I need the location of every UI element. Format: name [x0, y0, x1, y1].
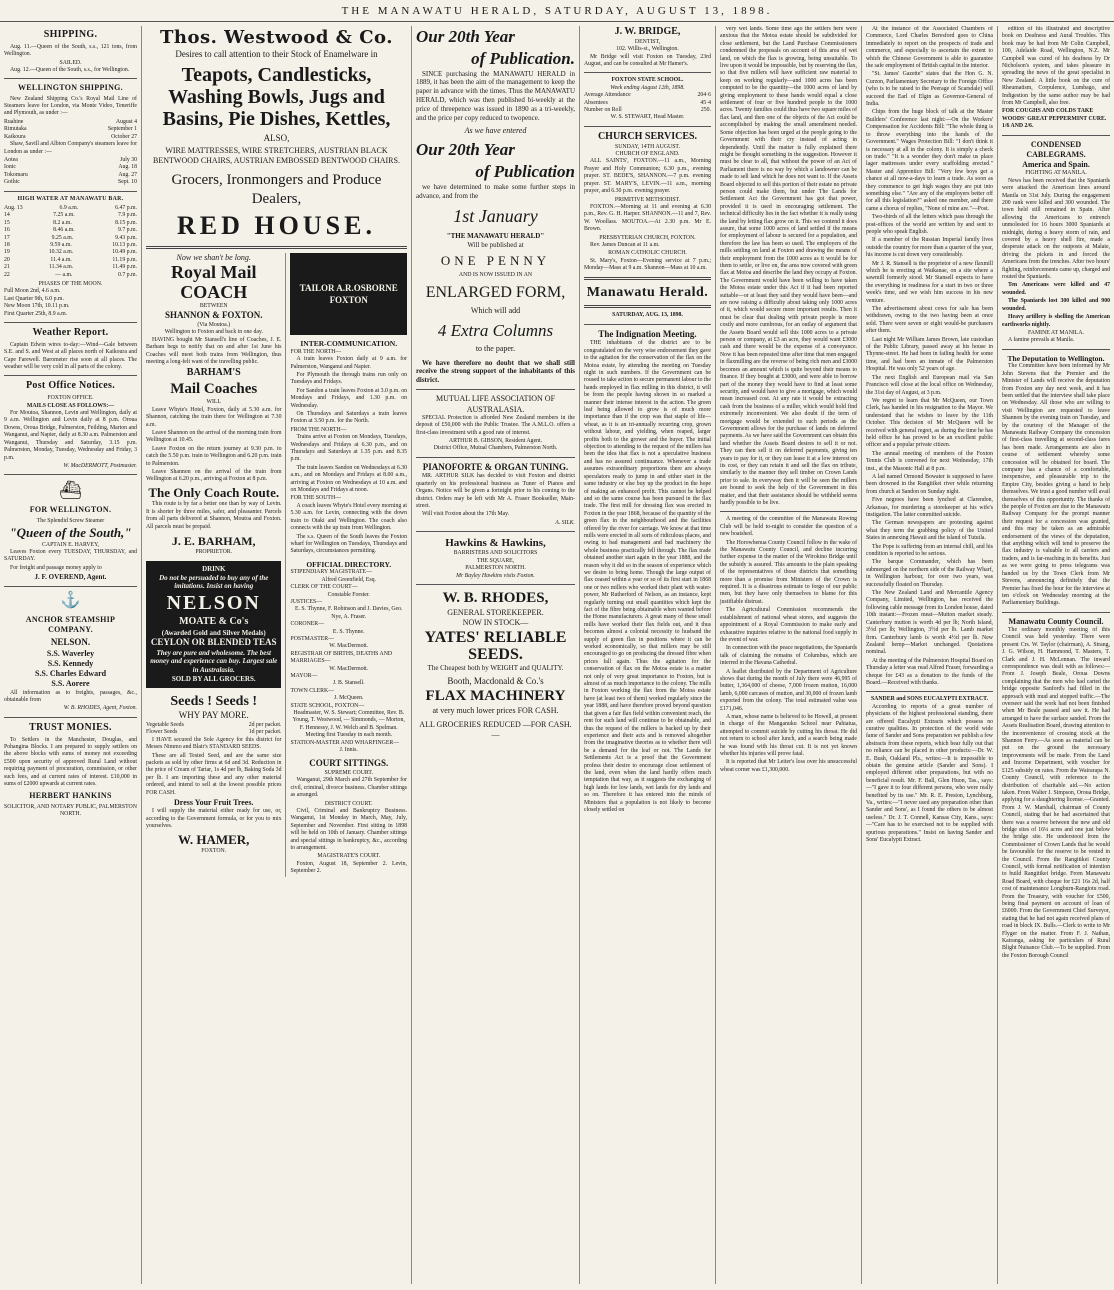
col6-text6: Mr J. R. Stansell is the proprietor of a new flaxmill which he is erecting at Waikanae, on a site where a sawmill formerly stood. Mr Stansell expects to have the everything in readiness for a start in two or three week's time, and we wish him success in his new venture. [866, 260, 993, 304]
ic3: For Sandon a train leaves Foxton at 3.0 p.m. on Mondays and Fridays, and 1.30 p.m. on Wednesday. [290, 387, 407, 409]
first-january: 1st January [453, 205, 538, 226]
royal-mail-coach: Royal Mail COACH [170, 262, 257, 303]
district-court: DISTRICT COURT. [324, 800, 373, 807]
proprietor: PROPRIETOR. [195, 549, 233, 556]
now-shant: Now we shan't be long. [176, 253, 251, 263]
famine-text: A famine prevails at Manila. [1008, 337, 1075, 344]
bridge-text: Mr Bridge will visit Foxton on Tuesday, 23rd August, and can be consulted at Mr Hamer's. [584, 53, 711, 68]
church-services: CHURCH SERVICES. [597, 130, 698, 142]
supreme-court: SUPREME COURT. [324, 770, 373, 776]
anchor-heading: ANCHOR STEAMSHIP COMPANY. [25, 614, 116, 634]
col5-text2: A meeting of the committee of the Manawatu Rowing Club will be held to-night to consider the question of a new boatshed. [720, 516, 857, 538]
indignation-meeting: The Indignation Meeting. [598, 328, 697, 339]
hamer-foxton: FOXTON. [201, 848, 227, 855]
wellington-shipping-heading: WELLINGTON SHIPPING. [18, 83, 123, 93]
col6-text16: The barque Commander, which has been submerged on the northern side of the Railway Wharf, in Wellington harbour, for over two years, was successfully floated on Thursday. [866, 559, 993, 588]
one-penny: ONE PENNY [440, 252, 551, 268]
herbert-hankins: HERBERT HANKINS [29, 791, 112, 801]
col6-text5: If a member of the Russian Imperial family lives outside the country for more than a quarter of the year, his income is cut down very considerably. [866, 237, 993, 259]
column-2 [142, 26, 412, 1284]
pianoforte: PIANOFORTE & ORGAN TUNING. [422, 461, 569, 472]
col6-text18: At the meeting of the Palmerston Hospital Board on Thursday a letter was read Alfred Fraser, forwarding a cheque for £43 as a donation to the funds of the Board.—Received with thanks. [866, 657, 993, 686]
school-heading: FOXTON STATE SCHOOL. [611, 77, 684, 84]
official-list: STIPENDIARY MAGISTRATE— Alfred Greenfield, Esq. CLERK OF THE COURT— Constable Forster. JUSTICES— E. S. Thynne, F. Robinson and J. Davies, Geo. Nye, A. Fraser. CORONER— E. S. Thynne. POSTMASTER— W. MacDermott. REGISTRAR OF BIRTHS, DEATHS AND MARRIAGES— W. MacDermott. MAYOR— J. B. Stansell. TOWN CLERK— J. McQueen. STATE SCHOOL, FOXTON— Headmaster, W. S. Stewart; Committee, Rev. B. Young, T. Westwood, — Simmonds, — Morton, F. Hennessy, J. W. Welch and B. Spelman. Meeting first Tuesday in each month. STATION-MASTER AND WHARFINGER— J. Innis. [290, 569, 405, 754]
school-table: Average Attendance 204·6 Absentees 45·4 Number on Roll 250. [584, 92, 711, 114]
col6-text12: A lad named Ormond Bowater is supposed to have been drowned in the Rangitikei river while returning from church at Sandon on Sunday night. [866, 473, 993, 495]
moon-heading: PHASES OF THE MOON. [38, 281, 103, 287]
yates-seeds: YATES' RELIABLE SEEDS. [424, 628, 567, 664]
col6-text11: The annual meeting of members of the Foxton Tennis Club is convened for next Wednesday, 17th inst., at the Masonic Hall at 8 p.m. [866, 450, 993, 472]
which-add: Which will add [470, 306, 521, 316]
deputation-text: The Committee have been informed by Mr John Stevens that the Premier and the Minister of Lands will receive the deputation from Foxton any day next week, and it has been settled that the interview shall take place on Wednesday. All those who are willing to visit Wellington are requested to leave Shannon by the evening train on Tuesday, and by the courtesy of the Manager of the Manawatu Railway Company the concession of first-class travelling at second-class fares has been made. Arrangements are also in course of settlement whereby some concession will be obtained for board. The company has a chance of a comfortable, inexpensive, and pleasurable trip to the Empire City, besides giving a hand to help themselves. We trust a good number will avail themselves of this opportunity. The thanks of the people of Foxton are due to the Manawatu Railway Company for the prompt manner their request for a concession was granted, and this may be taken as an admirable endorsement of the views of the deputation, that anything which will tend to preserve the flax industry is valuable to all carriers and traders, and is far-reaching in its benefits. Just as we were going to press telegrams was handed us by the Town Clerk from Mr Stevens, announcing definitely that the Premier has fixed the hour for the interview at ten o'clock on Wednesday morning at the Parliamentary Buildings. [1002, 363, 1110, 607]
ic7: A coach leaves Whyte's Hotel every morning at 5.30 a.m. for Levin, connecting with the down train to Otaki and Wellington. The coach also connects with the up train from Wellington. [290, 502, 407, 532]
grocers: Grocers, Ironmongers and Produce Dealers, [171, 171, 382, 207]
pm-text: FOXTON.—Morning at 11 and evening at 6.30 p.m., Rev. G. H. Harper. SHANNON.—11 and 7, Rev. W. Woollass. MOUTOA.—At 2.30 p.m. Mr E. Brown. [584, 203, 711, 233]
pres-text: Rev. James Duncan at 11 a.m. [590, 241, 660, 248]
pm: PRIMITIVE METHODIST. [614, 196, 681, 203]
general-storekeeper: GENERAL STOREKEEPER. [447, 608, 544, 618]
sailed-text: Aug. 12.—Queen of the South, s.s., for Wellington. [10, 67, 130, 74]
seed-text: I HAVE secured the Sole Agency for this district for Messrs Nimmo and Blair's STANDARD SEEDS. [146, 736, 282, 751]
ic8: The s.s. Queen of the South leaves the Foxton wharf for Wellington on Tuesdays, Thursdays and Saturdays, circumstances permitting. [290, 533, 407, 555]
mc2: Leave Shannon on the arrival of the morning train from Wellington at 10.45. [146, 429, 282, 444]
between: BETWEEN [199, 303, 228, 309]
col6-text9: The next English and European mail via San Francisco will close at the local office on Wednesday, the 31st day of August, at 3 p.m. [866, 374, 993, 396]
spaniards-lost: The Spaniards lost 300 killed and 900 wounded. [1002, 298, 1110, 312]
hamer-name: W. HAMER, [178, 831, 250, 847]
col6-text3: Chips from the huge block of talk at the Master Builders' Conference last night:—On the Workers' Compensation for Accidents Bill: "The whole thing is to throw everything into the hands of the Government." Wages Protection Bill: "I don't think it is necessary at all in the colony. It is simply a check on trade." "It is a wonder they don't make us place lager mattresses under every scaffolding erected." Master and Apprentice Bill: "Very few boys get a chance at all now-a-days to learn a trade. As soon as they commence to get high wages they are put into something else." "Are any of the employers better off for all this legislation?" asked one member, and there came a chorus of replies, "None of mine are."—Post. [866, 109, 993, 212]
mla-text: SPECIAL Protection is afforded New Zealand members in the deposit of £50,000 with the Public Trustee. The A.M.L.O. offers a first-class investment with a good rate of interest. [416, 414, 575, 436]
tailor-osborne-ad: TAILOR A.R.OSBORNE FOXTON [290, 253, 407, 335]
westwood-products: Teapots, Candlesticks, Washing Bowls, Jugs and Basins, Pie Dishes, Kettles, [162, 63, 391, 130]
col6-text10: We regret to learn that Mr McQueen, our Town Clerk, has handed in his resignation to the Mayor. We understand that he wishes to leave by the 11th October. This decision of Mr McQueen will be received with general regret, as during the time he has held office he has proved to be an excellent public officer and a popular private citizen. [866, 397, 993, 449]
mc1: Leave Whyte's Hotel, Foxton, daily at 5.30 a.m. for Shannon, catching the train there for Wellington at 7.30 a.m. [146, 406, 282, 428]
palmerston-north: PALMERSTON NORTH. [465, 565, 526, 572]
hawkins: Hawkins & Hawkins, [445, 537, 546, 550]
bridge-address: 102. Willis-st., Wellington. [616, 46, 679, 53]
ic2: For Plymouth the through trains run only on Tuesdays and Fridays. [290, 371, 407, 386]
column-1 [0, 26, 142, 1284]
westwood-heading: Thos. Westwood & Co. [160, 27, 393, 48]
mag-text: Foxton, August 18, September 2. Levin, September 2. [290, 860, 407, 875]
fw-agent: J. F. OVEREND, Agent. [34, 573, 107, 582]
col6-text17: The New Zealand Land and Mercantile Agency Company, Limited, Wellington, has received the following cable message from its London house, dated 10th instant:—Frozen meat—Mutton market steady. Canterbury mutton is worth 4d per lb; North Island, 3½d per lb; Wellington, 3½d per lb. Lamb market firm. Canterbury lamb is worth 4½d per lb. New Zealand hemp—Market unchanged. Quotations nominal. [866, 590, 993, 656]
anchor-ships: S.S. Waverley S.S. Kennedy S.S. Charles Edward S.S. Aorere [34, 648, 107, 689]
of-publication: of Publication. [471, 48, 575, 68]
westwood-sub: Desires to call attention to their Stock of Enamelware in [175, 49, 378, 60]
extra-columns: 4 Extra Columns [437, 320, 554, 340]
column-5 [716, 26, 862, 1284]
fighting-manila: FIGHTING AT MANILA. [1025, 170, 1087, 177]
since-text: SINCE purchasing the MANAWATU HERALD in 1889, it has been the aim of the management to keep the paper in advance with the times. Thus the MANAWATU HERALD, which was then published bi-weekly at the price of threepence was issued in 1890 as a tri-weekly, and the price per copy reduced to twopence. [416, 69, 575, 123]
for-north: FOR THE NORTH— [290, 348, 342, 355]
col5-text5: In connection with the peace negotiations, the Spaniards talk of claiming the remains of Columbus, which are interred in the Havana Cathedral. [720, 645, 857, 667]
arrived-text: Aug. 11.—Queen of the South, s.s., 121 tons, from Wellington. [4, 43, 137, 58]
head-master: W. S. STEWART, Head Master. [610, 114, 685, 121]
hawkins-sub: BARRISTERS AND SOLICITORS [453, 550, 538, 557]
hh-sub: SOLICITOR, AND NOTARY PUBLIC, PALMERSTON NORTH. [4, 803, 137, 818]
now-in-stock: NOW IN STOCK— [462, 618, 529, 628]
col5-text3: The Horowhenua County Council follow in the wake of the Manawatu County Council, and decline incurring further expense in the matter of the Wirokino Bridge until the subsidy is assured. This amounts to the plain speaking of the representatives of those districts that something more than a promise from Ministers of the Crown is required. It is a disastrous estimate to forgo of our public men, but they have only themselves to blame for this justifiable distrust. [720, 539, 857, 605]
nelson-tea-ad: DRINK Do not be persuaded to buy any of the imitations. Insist on having NELSON MOATE & Co's (Awarded Gold and Silver Medals) CEYLON OR BLENDED TEAS They are pure and wholesome. The best money and experience can buy. Largest sale in Australasia. SOLD BY ALL GROCERS. [146, 561, 281, 688]
nelson-heading: NELSON. [50, 637, 91, 648]
wire-mattresses: WIRE MATTRESSES, WIRE STRETCHERS, AUSTRIAN BLACK BENTWOOD CHAIRS, AUSTRIAN EMBOSSED BENTWOOD CHAIRS. [153, 146, 400, 166]
shaw-savill-text: Shaw, Savill and Albion Company's steamers leave for London as under :— [4, 141, 137, 155]
manila-text: News has been received that the Spaniards were attacked the American lines around Manila on 31st July. During the engagement 200 rank were killed and 300 wounded. The town held still remained in Spain. After allowing the Americans to entrench unmolested for 16 hours 3000 Spaniards at midnight, during a heavy storm of rain, and covered by a heavy shell fire, made a desperate attack on the outposts at Malate, driving the pickets in and forced the Americans from the trenches. After two hours' fighting, reinforcements came up, charged and routed the Spaniards. [1002, 177, 1110, 281]
fw-captain: CAPTAIN E. HARVEY, [42, 541, 99, 548]
masthead: THE MANAWATU HERALD, SATURDAY, AUGUST 13, 1898. [0, 0, 1114, 22]
barhams: BARHAM'S [186, 367, 241, 379]
mc3: Leave Foxton on the return journey at 9.30 p.m. to catch the 5.50 p.m. train to Wellington and 6.20 p.m. train to Palmerston. [146, 445, 282, 467]
meeting-text: THE inhabitants of the district are to be congratulated on the very wise endorsement they gave to the agitation for the conservation of the flax on the Motoa estate, by attending the meeting on Tuesday night in such numbers. If the Government can be roused to take action to secure permanent labour to the hands employed in flax milling in this district, it will be from the people having shown in so marked a manner their intense interest in the action. The green leaf being allowed to grow is of much more importance than if the crop was that staple of life—wheat, as it is an tri-annually recurring crop, grown without labour, and yielding, when reaped, larger profits both to the grower and the buyer. The initial objection to attending to the request of the millers has been the idea that flax is not a speculative business and has no assured continuance. Whenever a trade assumes extraordinary proportions there are always speculators ready to jump in and either start in the same industry or else buy up the product in the hope of making an enhanced profit. This cannot be helped and so the same course has been pursued in the flax trade. The first mill for dressing flax was erected in Foxton in the year 1868, because of the quantity of the green flax in the neighbourhood and the facilities offered by the river for carriage. We know at that time mills were erected in all sorts of ridiculous places, and owing to bad management and bad machinery the whole business practically fell through. The flax trade obtained another start again in the year 1888, and the reason why it did so in the season of experience which we desire to bring home. Though the large output of flax ceased within a year or so of its first start in 1868 one or two millers who worked their plant with water-power, Mr Rutherford of Nelson, as an instance, kept regularly turning out small quantities which kept the fact of the fibre being obtainable when wanted before the Home manufacturers. A great many of these small mills have worked their flax fields out, and it thus becomes almost a colonial necessity to husband the supply of green flax in positions where it can be worked economically, so that millers may be still encouraged to go on producing the dressed fibre when prices fall again. Thus the agitation for the conservation of flax on the Motoa estate is a matter not only of very great importance to Foxton, but is almost of as much importance to the colony. The mills in Foxton working the flax from the Motoa estate have (at least two of them) worked regularly since the year 1888, and have therefore proved beyond question that given a fair flax field within convenient reach, the rent for such land will continue to be obtainable, and thus the request of the millers is backed up by their experience and their acts and is removed altogether from the imaginative theories as to whether there will be a demand for the leaf or not. The Lands for Settlements Act is a proof that the Government profess their desire to encourage close settlement of the land, even when the land hardly offers much temptation that way, as it suggests the exchanging of high lands for low lands, wet lands for dry lands and so on. Therefore it has entered into the minds of Ministers that a population is not likely to become closely settled on [584, 340, 712, 813]
dress-heading: Dress Your Fruit Trees. [174, 798, 254, 808]
col6-text7: The advertisement about cows for sale has been withdrawn, owing to the two having been at once sold. There were seven or eight would-be purchasers after them. [866, 306, 993, 335]
ic6: The train leaves Sandon on Wednesdays at 6.30 a.m., and on Mondays and Fridays at 8.00 a.m., arriving at Foxton on Wednesdays at 10 a.m. and on Mondays and Fridays at noon. [290, 464, 407, 494]
for-wellington-heading: FOR WELLINGTON. [29, 505, 112, 515]
our-20th-year: Our 20th Year [416, 27, 515, 46]
sanders-heading: SANDER and SONS EUCALYPTI EXTRACT. [870, 696, 989, 703]
lower-prices: at very much lower prices FOR CASH. [432, 706, 559, 716]
as-entered: As we have entered [464, 126, 527, 136]
cablegrams: CONDENSED CABLEGRAMS. [1026, 139, 1086, 159]
gibson-sub: District Office, Mutual Chambers, Palmerston North. [433, 445, 558, 452]
mails-text: For Moutoa, Shannon, Levin and Wellington, daily at 9 a.m. Wellington and Levin daily at 8 p.m. Oroua Downs, Oroua Bridge, Palmerston, Feilding, Marton and Wanganui, and Napier, daily at 8.30 a.m. Palmerston and Wanganui, Thursday and Saturday, 3.15 p.m. Palmerston, Monday, Tuesday, Wednesday and Friday, 3 p.m. [4, 410, 137, 461]
col6-text2: "St. James' Gazette" states that the Hon G. N. Curzon, Parliamentary Secretary to the Foreign Office (who is to be raised to the Peerage of Scarsdale) will succeed the Earl of Elgin as Governor-General of India. [866, 71, 993, 108]
col6-text1: At the instance of the Associated Chambers of Commerce, Lord Charles Beresford goes to China immediately to report on the prospects of trade and commerce, and especially to ascertain the extent to which the Chinese Government is able to guarantee the safe employment of British capital in the interior. [866, 26, 993, 70]
fw-text2: For freight and passage money apply to [10, 564, 102, 571]
sanders-text: According to reports of a great number of physicians of the highest professional standing, there are offered Eucalypti Extracts which possess no curative qualities. In protection of the world wide fame of Sander and Sons preparation we publish a few abstracts from these reports, which bear fully out that no reliance can be placed in other products:—Dr. W. E. Bush, Oakland Pls., writes:—It is impossible to obtain the genuine article (Sander and Sons). I employed different other preparations, but with no beneficial result. Mr. F. Ball, Glen Huon, Tas., says:—"I gave it to four different persons, who were really benefited by its use." Mr. R. E. Preston, Lynchburg, Va., writes:—"I never used any preparation other than Sander and Sons', as I found the others to be almost useless." Dr. J. T. Connell, Kansas City, Kans., says:—"Care has to be exercised not to be supplied with spurious preparations." Insist on having Sander and Sons' Eucalypti Extract. [866, 703, 993, 844]
high-water-table: Aug. 13 6.9 a.m. 6.47 p.m. 14 7.25 a.m. 7.9 p.m. 15 8.2 a.m. 8.15 p.m. 16 8.46 a.m. 9.7 p.m. 17 9.25 a.m. 9.43 p.m. 18 9.59 a.m. 10.13 p.m. 19 10.32 a.m. 10.49 p.m. 20 11.4 a.m. 11.19 p.m. 21 11.34 a.m. 11.49 p.m. 22 — a.m. 0.7 p.m. [4, 204, 137, 278]
anchor-agent: W. B. RHODES, Agent, Foxton. [63, 705, 137, 712]
only-text: This route is by far a better one than by way of Levin. It is shorter by three miles, safer, and pleasanter. Parcels from all parts delivered at Shannon, Moutoa and Foxton. All parcels must be prepaid. [146, 501, 282, 530]
deputation-heading: The Deputation to Wellington. [1007, 353, 1105, 363]
tmh: "THE MANAWATU HERALD" [446, 231, 545, 240]
fw-sub: The Splendid Screw Steamer [36, 517, 105, 524]
wsh-table: Ruahine August 4 Rimutaka September 1 Kaikoura October 27 [4, 118, 137, 140]
weather-text: Captain Edwin wires to-day:—Wind—Gale between S.E. and S. and West at all places north of Kaikoura and Cape Farewell. Barometer rise soon at all places. The weather will be very cold in all parts of the colony. [4, 341, 137, 371]
trust-text: To Settlers in the Manchester, Douglas, and Pohangina Blocks. I am prepared to supply settlers on the above blocks with sums of money not exceeding £500 upon security of approved Rural Land without requiring payment of procuration, commission, or other such fees, and at current rates of interest. £10,000 in sums of £2000 upwards at current rates. [4, 736, 137, 788]
from-north: FROM THE NORTH— [290, 426, 347, 433]
po-signature: W. MacDERMOTT, Postmaster. [63, 462, 137, 469]
silk: A. SILK. [555, 519, 575, 526]
official-directory: OFFICIAL DIRECTORY. [306, 559, 392, 569]
court-sittings: COURT SITTINGS. [309, 758, 389, 769]
col7-text1: edition of his illustrated and descriptive book on Deafness and Aural Troubles. This book may be had from Mr Colin Campbell, 100, Adelaide Road, Wellington, N.Z. Mr Campbell was cured of his deafness by Dr Nicholson's system, and takes pleasure in spreading the news of the great specialist in New Zealand. A little book on the cure of Rheumatism, Corpulence, Lumbago, and Indigestion by the same author may be had from Mr Campbell, also free. [1002, 26, 1110, 107]
moon-list: Full Moon 2nd, 4.6 a.m. Last Quarter 9th, 6.0 p.m. New Moon 17th, 10.11 p.m. First Quarter 25th, 8.9 a.m. [4, 288, 70, 317]
church-sunday: SUNDAY, 14TH AUGUST. [615, 143, 680, 150]
ten-americans: Ten Americans were killed and 47 wounded. [1002, 282, 1110, 296]
coughs-ad: FOR COUGHS AND COLDS TAKE WOODS' GREAT PEPPERMINT CURE. 1/6 AND 2/6. [1002, 108, 1107, 130]
coach-route: SHANNON & FOXTON. [164, 310, 263, 321]
fw-text: Leaves Foxton every TUESDAY, THURSDAY, and SATURDAY. [4, 549, 137, 563]
high-water-heading: HIGH WATER AT MANAWATU BAR. [17, 195, 124, 202]
for-south: FOR THE SOUTH— [290, 495, 341, 502]
column-4 [580, 26, 716, 1284]
only-coach-route: The Only Coach Route. [148, 484, 280, 500]
col6-text4: Two-thirds of all the letters which pass through the post-offices of the world are written by and sent to people who speak English. [866, 214, 993, 235]
dentist: DENTIST, [634, 38, 661, 45]
sailed-heading: SAILED. [59, 59, 82, 66]
trust-monies-heading: TRUST MONIES. [29, 721, 112, 733]
of-publication-2: of Publication [475, 162, 575, 182]
col6-text14: The German newspapers are protesting against what they term the grabbing policy of the United States in annexing Hawaii and the island of Tutuila. [866, 520, 993, 542]
magistrate-court: MAGISTRATE'S COURT. [317, 853, 381, 860]
square: THE SQUARE, [476, 557, 515, 564]
anchor-text: All information as to freights, passages, &c., obtainable from [4, 689, 137, 703]
barham-name: J. E. BARHAM, [171, 534, 256, 549]
decided-text: we have determined to make some further steps in advance, and from the [416, 182, 575, 200]
week-ending: Week ending August 12th, 1898. [610, 84, 685, 91]
coach-text: HAVING bought Mr Stansell's line of Coaches, J. E. Barham begs to notify that on and after 1st June his Coaches will meet both trains from Wellington, thus meeting a long-felt want of the travelling public. [146, 336, 282, 365]
why-pay-more: WHY PAY MORE. [178, 710, 249, 721]
column-7 [998, 26, 1114, 1284]
pres: PRESBYTERIAN CHURCH, FOXTON. [599, 234, 696, 241]
via-moutoa: (Via Moutoa.) [197, 321, 231, 328]
seed-text2: These are all Tested Seed, and are the same size packets as sold by other firms at 6d and 3d. Reduction in the price of Cream of Tartar, 1s 4d per lb, Baking Soda 3d per lb. I am importing these and any other material ordered, and intend to sell at the lowest possible prices FOR CASH. [146, 752, 282, 796]
mail-coaches: Mail Coaches [170, 381, 258, 398]
rc-text: St. Mary's, Foxton—Evening service at 7 p.m.; Monday—Mass at 9 a.m. Shannon—Mass at 10 a.m. [584, 257, 711, 272]
our-20th-year-2: Our 20th Year [416, 140, 515, 160]
po-sub: FOXTON OFFICE. [47, 395, 94, 402]
col5-text4: The Agricultural Commission recommends the establishment of national wheat stores, and suggests the appointment of a Royal Commission to make early and exhaustive inquiries relative to the national food supply in the event of war. [720, 607, 857, 643]
jw-bridge: J. W. BRIDGE, [614, 26, 681, 37]
col6-text8: Last night Mr William James Brown, late custodian of the Public Library, passed away at his house in Thynne-street. He had been in failing health for some time, and had been an inmate of the Palmerston Hospital. He was only 52 years of age. [866, 336, 993, 373]
mc4: Leave Shannon on the arrival of the train from Wellington at 6.20 p.m., arriving at Foxton at 8 p.m. [146, 469, 282, 483]
col5-text1: very wet lands. Some time ago the settlers here were anxious that the Motoa estate should be subdivided for close settlement, but the Land Purchase Commissioners condemned the proposals on account of this area of wet land, on which the flax is growing, being unsuitable. To live upon it would be impossible, but by reserving the flax, so that five millers will have sufficient raw material to keep on working regularly—and 1000 acres has been computed to be the quantity—the 1000 acres of land by giving employment to these hands would equal a close settlement of four or five hundred people to the 1000 acres. Twenty families could thus have two square miles of flax land, and then one of the objects of the Act could be accomplished by making the small amendment needed. Some objection has been urged at the people going to the Government with their cry instead of acting in dependently. Until the matter is fully explained there might be thought something in the suggestion. However it must be clear to all, that without the power of an Act of Parliament there is no way by which a landowner can be made to sell land which he does not want to. If the Assets Board objected to sell this portion of their estate no private person could make them, but under The Lands for Settlement Act the Government has got that power, provided it is used in encouraging settlement. The technical difficulty lies in the fact whether it is really using the land by letting flax grow on it. This we contend it does assure, that some 1000 acres of land settled if the means for employment of labour is secured for a population, and therefore the law has been so used. The employers of the mills settling on land at Foxton and drawing the means of their employment from the 1000 acres as it would be for them to settle, or live on, the area now covered with green flax at Motoa and describe the land they occupy at Foxton. The Government would have been willing to have taken the Motoa estate under this Act if it had been reported suitable—or at least they said they would have been—and are now raising a difficulty about taking only 1000 acres of it, which would secure more important results. Then it must be clear that dealing with private people is more costly and more cumbrous, for an outlay of argument that the Assets Board would sell this 1000 acres to a private person or company, at £3 an acre, they would want £3000 cash and there would be the expense of a conveyance. Now it has been repeated time after time that men engaged in flaxmilling are the reverse of being rich men and £3000 becomes an amount which is quite beyond their means to finance. If they bought at £3000, and were able to borrow part of the money they would have to find at least some security, and would have to give a mortgage, which would mean increased cost. At any rate it would be extracting cash from the business of a miller, which would hold find extremely inconvenient. We also doubt if the term of mortgage would be extended to such periods as the Government allows for the purchase of lands on deferred payments. As we have said the Government can obtain this land whether the Assets Board desires to sell it or not. They can then sell it on deferred payments, giving ten years to pay for it, or they can lease it at a low interest on its cost, or they can retain it and sell the flax on tribute, similarly to the manner they sell timber on Crown Lands prior to sale. In everyway then it will be seen the millers are bound to seek the help of the Government in this matter, and that their assistance should be withheld seems hardly possible to be live. [720, 26, 857, 506]
heavy-artillery: Heavy artillery is shelling the American earthworks nightly. [1002, 314, 1110, 328]
also: ALSO, [263, 132, 290, 143]
ic5: Trains arrive at Foxton on Mondays, Tuesdays, Wednesdays and Fridays at 6.30 p.m., and on Thursdays and Saturdays at 1.35 p.m. and 8.35 p.m. [290, 434, 407, 463]
county-council-text: The ordinary monthly meeting of this Council was held yesterday. There were present Crs. W. Taylor (chairman), A. Strang, J. G. Wilson, H. Hammond, T. Masters, T. Clark and J. H. McLennan. The inward correspondence was dealt with as follows:— From J. Joseph Beale, Oroua Downs complaining that the men who had carted the bridge opposite Sanford's had filled in the approach with mud and stopped traffic.—The overseer said the work had not been finished when Mr Beale passed and saw it. He had arranged to have the surface sanded. From the Assets Realisation Board, drawing attention to the inconvenience of crossing stock at the Shannon Ferry.—As soon as material can be put on the ground the necessary improvements will be made. From the Land and Income Department, with voucher for £125 subsidy on rates. From the Wairarapa N. County Council, with reference to the distribution of charitable aid.—No action taken. From Walter J. Simpson, Oroua Bridge, applying for a slaughtering license.—Granted. From J. W. Marshall, chairman of County Council, stating that he had ascertained that there was a reserve between the new and old bridge sites of 16¼ acres and one just below the bridge site. He understood from the Commissioner of Crown Lands that he would be favourable for the reserve to be vested in the Council. From the Rangitikei County Council, with formal notification of intention to build Rangitikei bridge. From Manawatu Road Board, with cheque for £21 16s 2d, half cost of maintenance Longburn-Rangiotu road. From the Treasury, with voucher for £500, being final payment on account of loan of £6000. From the Government Chief Surveyor, stating that he had not again received plans of road in block IX. Bulls.—Clerk to write to Mr Flyger on the matter. From F. J. Nathan, Kairanga, asking for particulars of Rural Blight Nuisance Club.—To be supplied. From the Foxton Borough Council [1002, 626, 1110, 959]
post-office-heading: Post Office Notices. [25, 380, 116, 392]
supreme-text: Wanganui, 29th March and 27th September for civil, criminal, divorce business. Chamber sittings as arranged. [290, 777, 407, 799]
anchor-icon: ⚓ [60, 592, 81, 610]
weather-heading: Weather Report. [32, 327, 109, 339]
to-paper: to the paper. [475, 344, 516, 354]
coe-text: ALL SAINTS', FOXTON.—11 a.m., Morning Prayer and Holy Communion; 6.30 p.m., evening prayer. ST. BEDE'S, SHANNON.—7 p.m. evening prayer. ST. MARY'S, LEVIN.—11 a.m., morning prayer, and 6.30 p.m. evening prayer. [584, 158, 711, 195]
dress-text: I will supply the material either ready for use, or, according to the Government formula, or for you to mix yourselves. [146, 808, 282, 830]
shipping-heading: SHIPPING. [43, 29, 98, 40]
col5-text7: A man, whose name is believed to be Howell, at present in charge of the Manganuku School near Pahiatua, attempted to commit suicide by cutting his throat. He did not return to school after lunch, and a search being made he was found with his throat cut. It is not yet known whether his injuries will prove fatal. [720, 713, 857, 757]
red-house: RED HOUSE. [177, 210, 376, 240]
mails-heading: MAILS CLOSE AS FOLLOWS:— [26, 402, 115, 409]
piano-text: MR. ARTHUR SILK has decided to visit Foxton and district quarterly on his professional business as Tuner of Pianos and Organs. Notice will be given a fortnight prior to his coming to the district. Orders may be left with Mr A. Fraser Bookseller, Main-street. [416, 473, 575, 510]
gibson: ARTHUR B. GIBSON, Resident Agent. [448, 438, 543, 445]
america-spain: America and Spain. [1022, 160, 1090, 170]
booth: Booth, Macdonald & Co.'s [447, 675, 544, 686]
mutual-life: MUTUAL LIFE ASSOCIATION OF AUSTRALASIA. [435, 394, 556, 414]
ic4: On Thursdays and Saturdays a train leaves Foxton at 3.50 p.m. for the North. [290, 411, 407, 425]
inter-communication: INTER-COMMUNICATION. [300, 339, 398, 349]
steamer-icon: ⛴ [59, 480, 82, 501]
herald-title: Manawatu Herald. [586, 284, 709, 300]
coe: CHURCH OF ENGLAND. [615, 151, 680, 158]
wb-rhodes: W. B. RHODES, [442, 589, 549, 606]
enlarged-pre: AND IS NOW ISSUED IN AN [458, 272, 533, 279]
piano-text2: Will visit Foxton about the 17th May. [422, 511, 510, 518]
seeds-heading: Seeds ! Seeds ! [170, 693, 258, 709]
col5-text6: A leaflet distributed by the Department of Agriculture shows that during the month of July there were 46,995 of butter, 1,364,000 of cheese, 7,000 frozen mutton, 16,000 lamb, 6,000 carcases of mutton, and 30,000 of frozen lamb exported from the colony. The total estimated value was £171,046. [720, 668, 857, 712]
wellington-shipping-text: New Zealand Shipping Co.'s Royal Mail Line of Steamers leave for London, via Monte Video, Teneriffe and Plymouth, as under :— [4, 95, 137, 117]
ic1: A train leaves Foxton daily at 9 a.m. for Palmerston, Wanganui and Napier. [290, 356, 407, 370]
coach-times: Wellington to Foxton and back in one day. [164, 329, 263, 336]
col5-text8: It is reported that Mr Leiter's loss over his unsuccessful wheat corner was £1,300,000. [720, 759, 857, 773]
cheapest: The Cheapest both by WEIGHT and QUALITY. [427, 663, 564, 672]
district-text: Civil, Criminal and Bankruptcy Business. Wanganui, 1st Monday in March, May, July, September and November. First sitting in 1898 will be held on 10th of January. Chamber sittings and special sittings in bankruptcy, &c., according to arrangement. [290, 808, 407, 852]
groceries-reduced: ALL GROCERIES REDUCED —FOR CASH.— [419, 719, 572, 739]
col6-text15: The Pope is suffering from an internal chill, and his condition is reported to be serious. [866, 543, 993, 558]
will: WILL [206, 399, 221, 406]
fw-ship-name: "Queen of the South," [9, 524, 132, 540]
published-at: Will be published at [467, 240, 524, 249]
seed-prices: Vegetable Seeds 2d per packet. Flower Seeds 1d per packet. [146, 722, 282, 736]
shaw-table: Aotea July 30 Ionic Aug. 18 Tokomaru Aug. 27 Gothic Sept. 10 [4, 156, 137, 186]
flax-machinery: FLAX MACHINERY [425, 688, 566, 705]
famine-heading: FAMINE AT MANILA. [1028, 329, 1084, 336]
column-3 [412, 26, 580, 1284]
column-6 [862, 26, 998, 1284]
col6-text13: Five negroes have been lynched at Clarendon, Arkansas, for murdering a storekeeper at his wife's instigation. The latter committed suicide. [866, 497, 993, 518]
herald-date: SATURDAY, AUG. 13, 1898. [612, 312, 683, 319]
rc: ROMAN CATHOLIC CHURCH. [608, 250, 687, 257]
bayley: Mr Bayley Hawkins visits Foxton. [456, 572, 535, 579]
county-council-heading: Manawatu County Council. [1008, 616, 1104, 626]
doubt-text: We have therefore no doubt that we shall still receive the strong support of the inhabitants of this district. [416, 358, 575, 385]
enlarged-form: ENLARGED FORM, [425, 283, 566, 301]
